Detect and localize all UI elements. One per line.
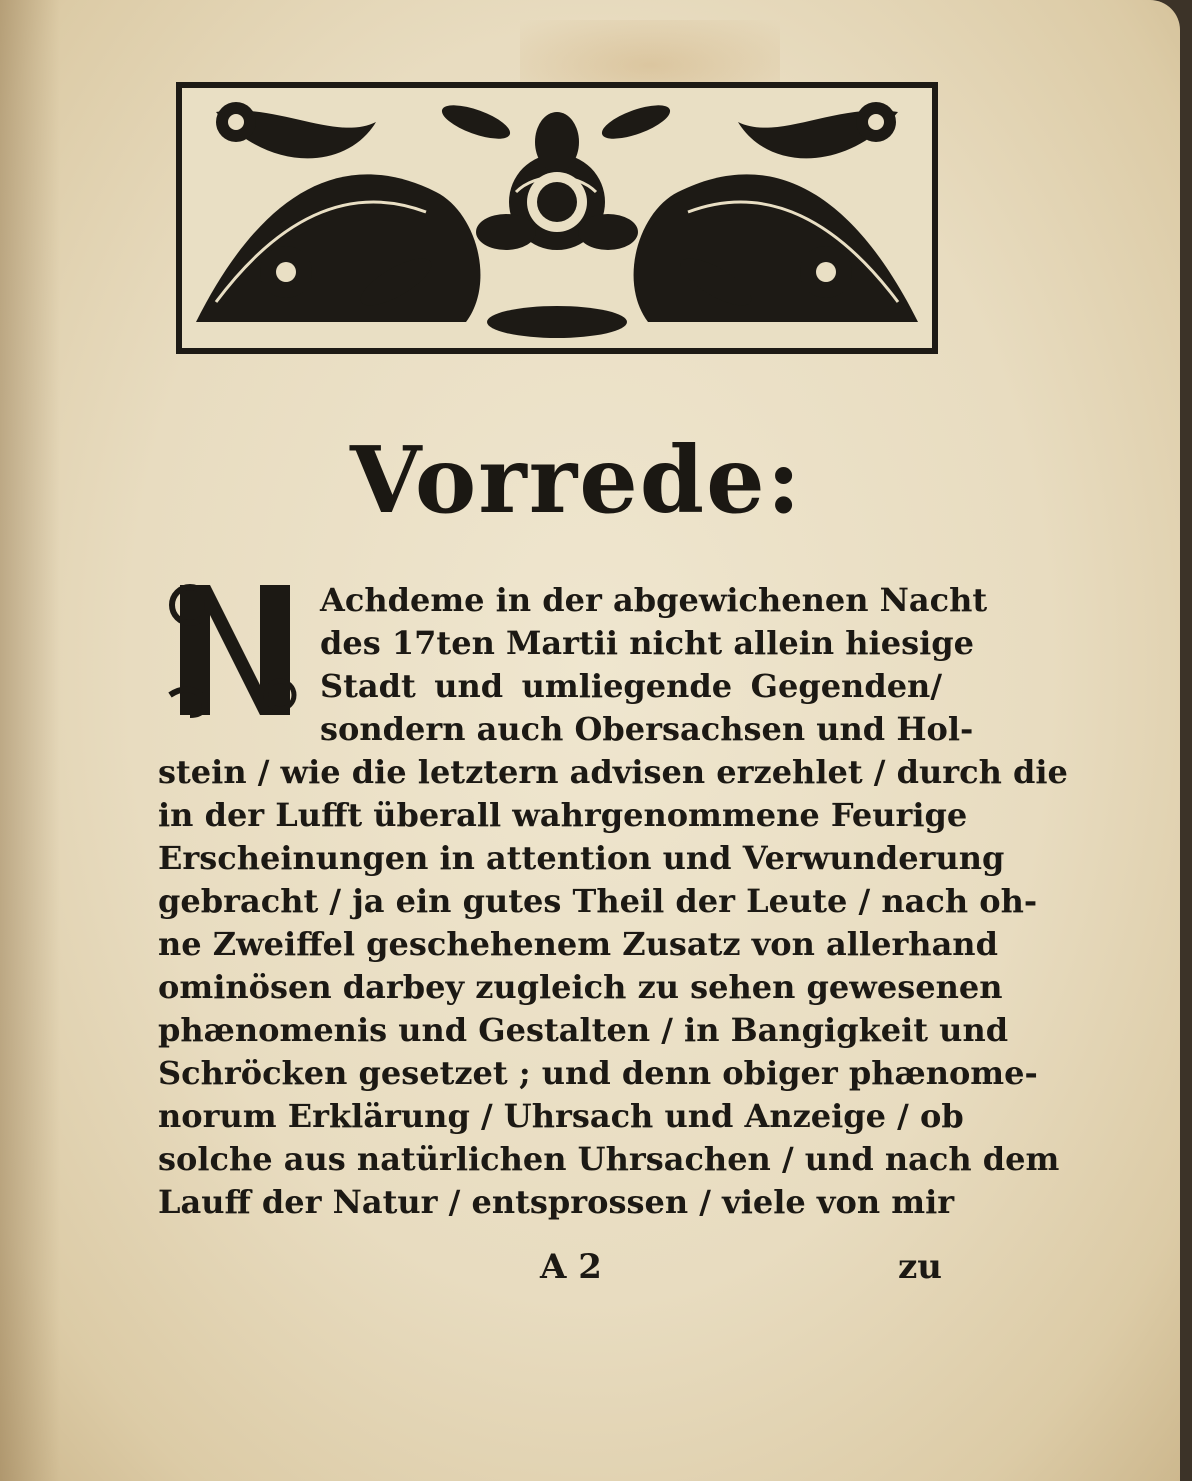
- text-line: in der Lufft überall wahrgenommene Feurige: [158, 796, 968, 834]
- signature-mark: A 2: [540, 1247, 602, 1287]
- woodcut-floral-headpiece: [176, 82, 938, 354]
- text-line: ne Zweiffel geschehenem Zusatz von allerhand: [158, 925, 998, 963]
- text-line: gebracht / ja ein gutes Theil der Leute / nach oh-: [158, 882, 1038, 920]
- text-line: Erscheinungen in attention und Verwunderung: [158, 839, 1005, 877]
- text-line: Lauff der Natur / entsprossen / viele von mir: [158, 1183, 955, 1221]
- page-heading: Vorrede:: [350, 426, 803, 534]
- text-line: stein / wie die letztern advisen erzehlet / durch die: [158, 753, 1068, 791]
- text-line: sondern auch Obersachsen und Hol-: [320, 710, 974, 748]
- decorated-initial-letter: [160, 565, 310, 725]
- text-line: Schröcken gesetzet ; und denn obiger phænome-: [158, 1054, 1038, 1092]
- text-line: norum Erklärung / Uhrsach und Anzeige / ob: [158, 1097, 964, 1135]
- text-line: des 17ten Martii nicht allein hiesige: [320, 624, 974, 662]
- text-line: Achdeme in der abgewichenen Nacht: [320, 581, 988, 619]
- text-line: ominösen darbey zugleich zu sehen gewesenen: [158, 968, 1003, 1006]
- text-line: phænomenis und Gestalten / in Bangigkeit und: [158, 1011, 1009, 1049]
- catchword: zu: [897, 1247, 942, 1287]
- text-line: Stadt und umliegende Gegenden/: [320, 667, 942, 705]
- text-line: solche aus natürlichen Uhrsachen / und nach dem: [158, 1140, 1060, 1178]
